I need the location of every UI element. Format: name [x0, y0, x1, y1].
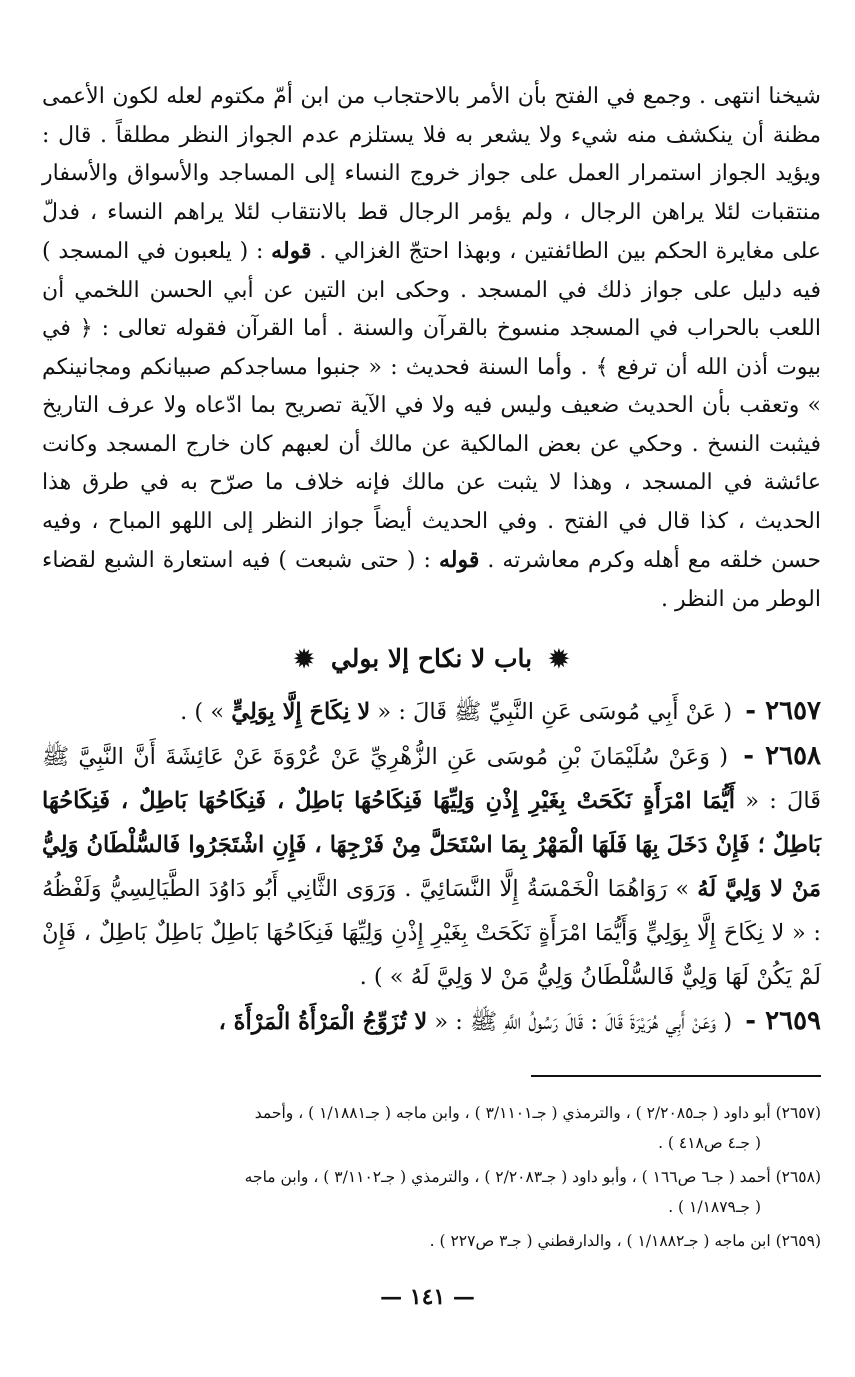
hadith-intro: ( وَعَنْ أَبِي هُرَيْرَةَ قَالَ : قَالَ رَسُولُ اللَّهِ ﷺ : «: [434, 1009, 733, 1035]
hadith-outro: » ) .: [180, 699, 225, 725]
footnote-2659: [42, 1226, 821, 1256]
qawluh-label-1: قوله: [271, 238, 312, 264]
commentary-text-2: : ( يلعبون في المسجد ) فيه دليل على جواز ذلك في المسجد . وحكى ابن التين عن أبي الحسن اللخمي أن اللعب بالحراب في المسجد منسوخ بالقرآن والسنة . أما القرآن فقوله تعالى : ﴿ في بيوت أذن الله أن ترفع ﴾ . وأما السنة فحديث : « جنبوا مساجدكم صبيانكم ومجانينكم » وتعقب بأن الحديث ضعيف وليس فيه ولا في الآية تصريح بما ادّعاه ولا عرف التاريخ فيثبت النسخ . وحكي عن بعض المالكية عن مالك أن لعبهم كان خارج المسجد وكانت عائشة في المسجد ، وهذا لا يثبت عن مالك فإنه خلاف ما صرّح به في طرق هذا الحديث ، كذا قال في الفتح . وفي الحديث أيضاً جواز النظر إلى اللهو المباح ، وفيه حسن خلقه مع أهله وكرم معاشرته .: [42, 239, 822, 573]
chapter-heading: [42, 639, 821, 679]
hadith-matn: لا تُزَوِّجُ الْمَرْأَةُ الْمَرْأَةَ ،: [218, 1009, 428, 1035]
hadith-2659: [42, 999, 821, 1044]
footnote-divider: [531, 1075, 821, 1077]
hadith-2658: [42, 734, 821, 999]
main-text: [42, 78, 821, 1044]
footnote-line: (٢٦٥٨) أحمد ( جـ٦ ص١٦٦ ) ، وأبو داود ( جـ٢/٢٠٨٣ ) ، والترمذي ( جـ٣/١١٠٢ ) ، وابن ماجه: [244, 1168, 821, 1186]
commentary-paragraph: [42, 78, 821, 619]
hadith-matn: لا نِكَاحَ إِلَّا بِوَلِيٍّ: [231, 699, 371, 725]
page-number: — ١٤١ —: [380, 1284, 475, 1310]
footnote-line: ( جـ١/١٨٧٩ ) .: [668, 1198, 761, 1216]
hadith-intro: ( عَنْ أَبِي مُوسَى عَنِ النَّبِيِّ ﷺ قَالَ : «: [377, 699, 733, 725]
footnote-2657: [42, 1098, 821, 1158]
footnote-line: (٢٦٥٩) ابن ماجه ( جـ١/١٨٨٢ ) ، والدارقطني ( جـ٣ ص٢٢٧ ) .: [429, 1232, 821, 1250]
commentary-text-1: شيخنا انتهى . وجمع في الفتح بأن الأمر بالاحتجاب من ابن أمّ مكتوم لعله لكون الأعمى مظنة أن ينكشف منه شيء ولا يشعر به فلا يستلزم عدم الجواز النظر مطلقاً . قال : ويؤيد الجواز استمرار العمل على جواز خروج النساء إلى المساجد والأسواق والأسفار منتقبات لئلا يراهن الرجال ، ولم يؤمر الرجال قط بالانتقاب لئلا يراهم النساء ، فدلّ على مغايرة الحكم بين الطائفتين ، وبهذا احتجّ الغزالي .: [42, 84, 821, 264]
star-ornament-icon: ✹: [294, 644, 315, 673]
hadith-2657: [42, 689, 821, 734]
footnote-line: (٢٦٥٧) أبو داود ( جـ٢/٢٠٨٥ ) ، والترمذي ( جـ٣/١١٠١ ) ، وابن ماجه ( جـ١/١٨٨١ ) ، وأحمد: [254, 1104, 821, 1122]
hadith-number: ٢٦٥٩ -: [745, 1006, 821, 1036]
commentary-text-3: : ( حتى شبعت ) فيه استعارة الشبع لقضاء الوطر من النظر .: [42, 548, 821, 612]
footnotes: [42, 1098, 821, 1260]
chapter-title: باب لا نكاح إلا بولي: [330, 644, 533, 673]
hadith-number: ٢٦٥٧ -: [745, 696, 821, 726]
hadith-number: ٢٦٥٨ -: [743, 741, 821, 771]
hadith-matn: أَيُّمَا امْرَأَةٍ نَكَحَتْ بِغَيْرِ إِذْنِ وَلِيِّهَا فَنِكَاحُهَا بَاطِلٌ ، فَنِكَاحُهَا بَاطِلٌ ، فَنِكَاحُهَا بَاطِلٌ ؛ فَإِنْ دَخَلَ بِهَا فَلَهَا الْمَهْرُ بِمَا اسْتَحَلَّ مِنْ فَرْجِهَا ، فَإِنِ اشْتَجَرُوا فَالسُّلْطَانُ وَلِيُّ مَنْ لا وَلِيَّ لَهُ: [42, 788, 822, 902]
qawluh-label-2: قوله: [438, 547, 480, 573]
hadith-outro: » رَوَاهُمَا الْخَمْسَةُ إِلَّا النَّسَائِيَّ . وَرَوَى الثَّانِي أَبُو دَاوُدَ الطَّيَالِسِيُّ وَلَفْظُهُ : « لا نِكَاحَ إِلَّا بِوَلِيٍّ وَأَيُّمَا امْرَأَةٍ نَكَحَتْ بِغَيْرِ إِذْنِ وَلِيِّهَا فَنِكَاحُهَا بَاطِلٌ بَاطِلٌ بَاطِلٌ ، فَإِنْ لَمْ يَكُنْ لَهَا وَلِيٌّ فَالسُّلْطَانُ وَلِيُّ مَنْ لا وَلِيَّ لَهُ » ) .: [42, 876, 821, 990]
footnote-line: ( جـ٤ ص٤١٨ ) .: [658, 1134, 761, 1152]
footnote-2658: [42, 1162, 821, 1222]
star-ornament-icon: ✹: [548, 644, 569, 673]
hadith-intro: ( وَعَنْ سُلَيْمَانَ بْنِ مُوسَى عَنِ الزُّهْرِيِّ عَنْ عُرْوَةَ عَنْ عَائِشَةَ أَنَّ النَّبِيَّ ﷺ قَالَ : «: [42, 744, 821, 814]
